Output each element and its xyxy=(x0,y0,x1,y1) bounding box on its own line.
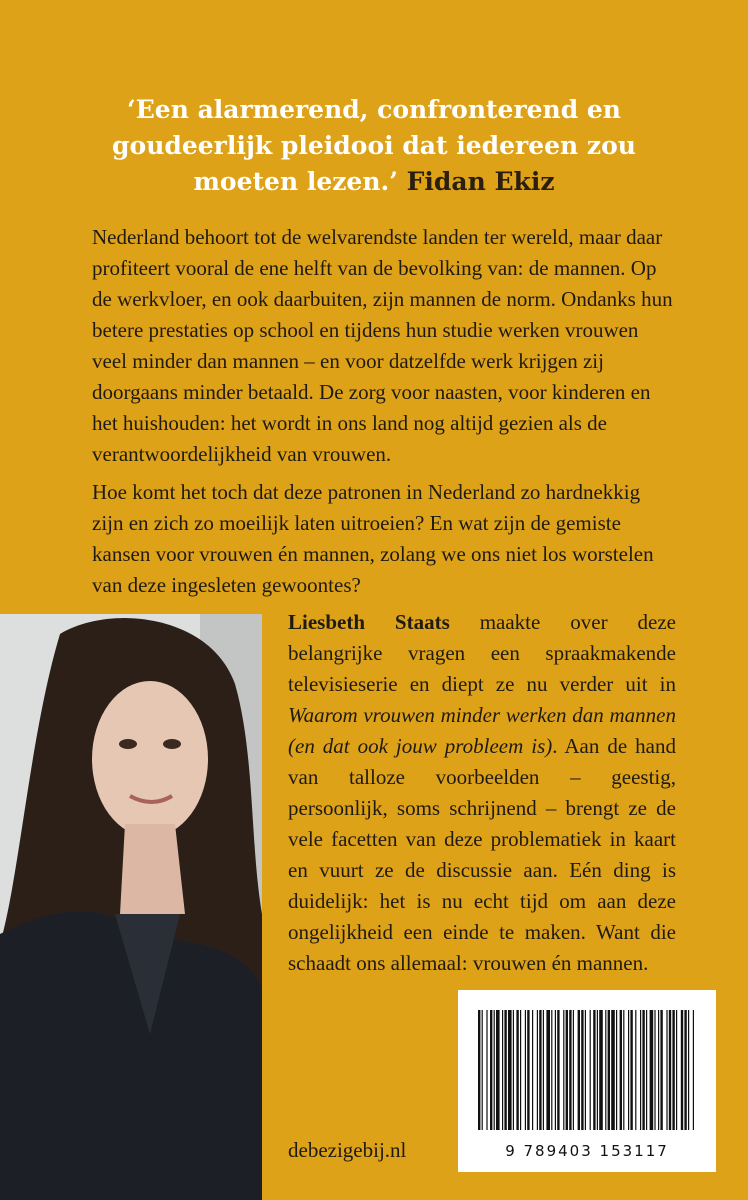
author-name: Liesbeth Staats xyxy=(288,610,450,634)
barcode xyxy=(458,990,716,1172)
bio-text-2: . Aan de hand van talloze voorbeelden – geestig, persoonlijk, soms schrijnend – brengt ze de vele facetten van deze problematiek in kaart en vuurt ze de discussie aan. Eén ding is duidelijk: het is nu echt tijd om aan deze ongelijkheid een einde te maken. Want die schaadt ons allemaal: vrouwen én mannen. xyxy=(288,734,676,975)
blurb-paragraph-2: Hoe komt het toch dat deze patronen in Nederland zo hardnekkig zijn en zich zo moeilijk laten uitroeien? En wat zijn de gemiste kansen voor vrouwen én mannen, zolang we ons niet los worstelen van deze ingesleten gewoontes? xyxy=(92,480,654,597)
quote-text: ‘Een alarmerend, confronterend en goudeerlijk pleidooi dat iedereen zou moeten lezen.’ xyxy=(112,95,636,196)
blurb-paragraph-1: Nederland behoort tot de welvarendste landen ter wereld, maar daar profiteert vooral de ene helft van de bevolking van: de mannen. Op de werkvloer, en ook daarbuiten, zijn mannen de norm. Ondanks hun betere prestaties op school en tijdens hun studie werken vrouwen veel minder dan mannen – en voor datzelfde werk krijgen zij doorgaans minder betaald. De zorg voor naasten, voor kinderen en het huishouden: het wordt in ons land nog altijd gezien als de verantwoordelijkheid van vrouwen. xyxy=(92,225,673,466)
bio-text-1: maakte over deze belangrijke vragen een spraakmakende televisieserie en diept ze nu verder uit in xyxy=(288,610,676,696)
quote-author: Fidan Ekiz xyxy=(406,167,555,196)
book-title: Waarom vrouwen minder werken dan mannen (en dat ook jouw probleem is) xyxy=(288,703,676,758)
author-photo xyxy=(0,614,262,1200)
cover-quote xyxy=(90,92,658,200)
barcode-bars xyxy=(458,998,716,1158)
publisher-website: debezigebij.nl xyxy=(288,1138,407,1162)
barcode-number: 9 789403 153117 xyxy=(505,1142,669,1160)
author-bio xyxy=(288,607,676,979)
